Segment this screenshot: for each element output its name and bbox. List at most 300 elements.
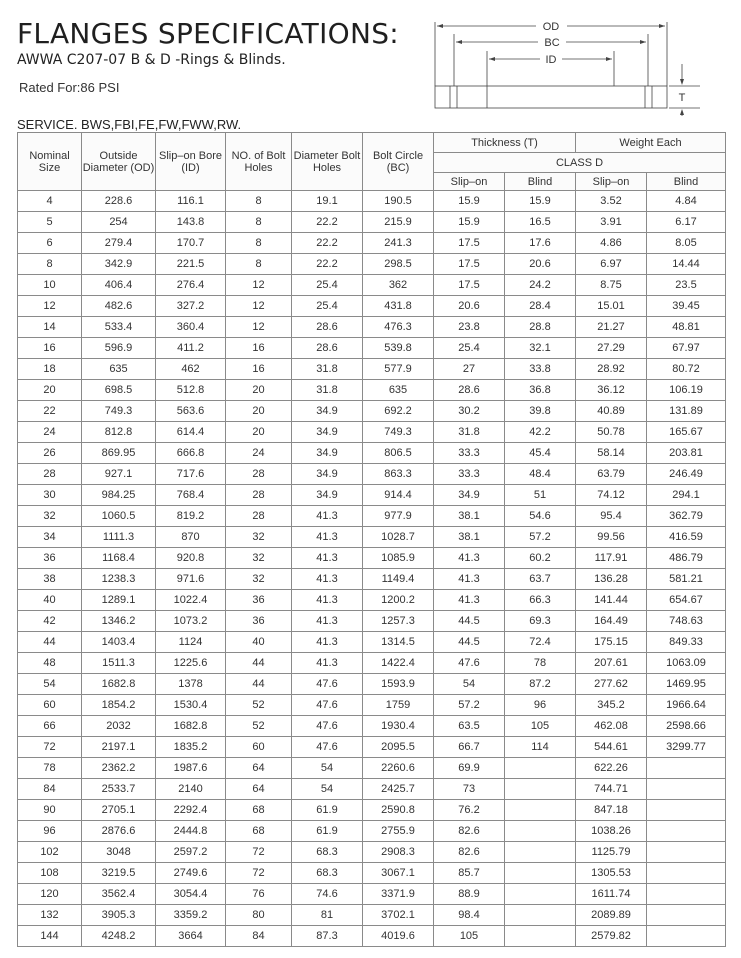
table-cell: 1022.4 bbox=[156, 590, 226, 611]
table-cell: 277.62 bbox=[576, 674, 647, 695]
table-cell: 635 bbox=[82, 359, 156, 380]
table-cell: 36 bbox=[18, 548, 82, 569]
table-cell: 3.52 bbox=[576, 191, 647, 212]
table-cell: 64 bbox=[226, 758, 292, 779]
table-cell: 47.6 bbox=[292, 674, 363, 695]
table-cell: 66 bbox=[18, 716, 82, 737]
table-cell: 1028.7 bbox=[363, 527, 434, 548]
table-cell: 41.3 bbox=[292, 527, 363, 548]
table-cell: 984.25 bbox=[82, 485, 156, 506]
t-label: T bbox=[678, 92, 686, 104]
flange-spec-table bbox=[17, 132, 726, 947]
table-cell: 2579.82 bbox=[576, 926, 647, 947]
table-cell: 44 bbox=[226, 653, 292, 674]
table-cell: 28 bbox=[226, 485, 292, 506]
table-cell: 47.6 bbox=[292, 695, 363, 716]
header-thickness: Thickness (T) bbox=[434, 133, 576, 153]
table-cell: 533.4 bbox=[82, 317, 156, 338]
table-cell: 84 bbox=[226, 926, 292, 947]
header-no-bolt-holes: NO. of Bolt Holes bbox=[226, 133, 292, 191]
table-cell: 1759 bbox=[363, 695, 434, 716]
flange-dimension-diagram bbox=[432, 16, 732, 116]
table-cell: 768.4 bbox=[156, 485, 226, 506]
table-cell: 15.9 bbox=[505, 191, 576, 212]
table-cell: 10 bbox=[18, 275, 82, 296]
table-cell: 2876.6 bbox=[82, 821, 156, 842]
table-cell: 39.45 bbox=[647, 296, 726, 317]
table-row bbox=[18, 422, 726, 443]
table-cell: 1682.8 bbox=[82, 674, 156, 695]
table-cell: 362.79 bbox=[647, 506, 726, 527]
table-cell: 23.8 bbox=[434, 317, 505, 338]
table-cell: 2908.3 bbox=[363, 842, 434, 863]
table-cell: 1987.6 bbox=[156, 758, 226, 779]
table-cell: 61.9 bbox=[292, 800, 363, 821]
table-row bbox=[18, 758, 726, 779]
table-cell: 1403.4 bbox=[82, 632, 156, 653]
table-cell: 52 bbox=[226, 695, 292, 716]
table-cell: 2089.89 bbox=[576, 905, 647, 926]
table-cell: 2362.2 bbox=[82, 758, 156, 779]
table-cell: 68 bbox=[226, 800, 292, 821]
table-row bbox=[18, 842, 726, 863]
table-cell: 144 bbox=[18, 926, 82, 947]
table-cell: 8 bbox=[226, 233, 292, 254]
table-cell: 54 bbox=[292, 758, 363, 779]
table-cell: 44 bbox=[226, 674, 292, 695]
table-cell: 1930.4 bbox=[363, 716, 434, 737]
table-cell: 61.9 bbox=[292, 821, 363, 842]
table-cell: 577.9 bbox=[363, 359, 434, 380]
table-cell: 342.9 bbox=[82, 254, 156, 275]
table-cell: 20 bbox=[226, 401, 292, 422]
table-cell: 4019.6 bbox=[363, 926, 434, 947]
table-cell: 30 bbox=[18, 485, 82, 506]
table-cell: 17.5 bbox=[434, 275, 505, 296]
table-cell: 298.5 bbox=[363, 254, 434, 275]
table-cell: 215.9 bbox=[363, 212, 434, 233]
table-row bbox=[18, 821, 726, 842]
table-cell: 52 bbox=[226, 716, 292, 737]
table-cell: 563.6 bbox=[156, 401, 226, 422]
table-cell: 64 bbox=[226, 779, 292, 800]
table-cell: 20 bbox=[226, 422, 292, 443]
table-cell: 17.6 bbox=[505, 233, 576, 254]
table-cell: 105 bbox=[434, 926, 505, 947]
table-cell: 16 bbox=[18, 338, 82, 359]
table-cell: 14.44 bbox=[647, 254, 726, 275]
table-cell: 8 bbox=[18, 254, 82, 275]
table-cell: 51 bbox=[505, 485, 576, 506]
flange-profile bbox=[435, 86, 667, 108]
table-cell: 34.9 bbox=[292, 443, 363, 464]
table-cell: 41.3 bbox=[292, 569, 363, 590]
table-cell: 20 bbox=[18, 380, 82, 401]
table-cell: 32 bbox=[226, 548, 292, 569]
table-cell: 27 bbox=[434, 359, 505, 380]
table-cell: 76.2 bbox=[434, 800, 505, 821]
table-cell: 276.4 bbox=[156, 275, 226, 296]
table-row bbox=[18, 611, 726, 632]
table-cell: 3048 bbox=[82, 842, 156, 863]
table-cell: 41.3 bbox=[434, 590, 505, 611]
table-cell: 749.3 bbox=[82, 401, 156, 422]
table-cell: 26 bbox=[18, 443, 82, 464]
table-cell: 36.12 bbox=[576, 380, 647, 401]
table-cell: 22.2 bbox=[292, 212, 363, 233]
table-cell: 1854.2 bbox=[82, 695, 156, 716]
table-row bbox=[18, 905, 726, 926]
table-cell: 2444.8 bbox=[156, 821, 226, 842]
table-cell: 1060.5 bbox=[82, 506, 156, 527]
table-cell: 1511.3 bbox=[82, 653, 156, 674]
table-row bbox=[18, 863, 726, 884]
table-cell: 12 bbox=[226, 317, 292, 338]
table-cell: 1063.09 bbox=[647, 653, 726, 674]
table-cell: 18 bbox=[18, 359, 82, 380]
table-cell: 165.67 bbox=[647, 422, 726, 443]
table-cell: 40 bbox=[226, 632, 292, 653]
table-cell: 482.6 bbox=[82, 296, 156, 317]
table-cell: 78 bbox=[505, 653, 576, 674]
table-cell: 82.6 bbox=[434, 842, 505, 863]
table-cell: 3905.3 bbox=[82, 905, 156, 926]
table-row bbox=[18, 527, 726, 548]
table-cell: 22 bbox=[18, 401, 82, 422]
table-cell: 2597.2 bbox=[156, 842, 226, 863]
table-cell: 847.18 bbox=[576, 800, 647, 821]
table-row bbox=[18, 800, 726, 821]
table-cell: 36 bbox=[226, 590, 292, 611]
service-label: SERVICE. BWS,FBI,FE,FW,FWW,RW. bbox=[17, 117, 242, 132]
header-thickness-blind: Blind bbox=[505, 173, 576, 191]
header-weight-slip-on: Slip–on bbox=[576, 173, 647, 191]
table-cell: 31.8 bbox=[292, 380, 363, 401]
table-row bbox=[18, 506, 726, 527]
table-cell: 66.3 bbox=[505, 590, 576, 611]
table-cell: 31.8 bbox=[434, 422, 505, 443]
table-cell: 120 bbox=[18, 884, 82, 905]
table-cell: 279.4 bbox=[82, 233, 156, 254]
table-cell: 106.19 bbox=[647, 380, 726, 401]
table-row bbox=[18, 779, 726, 800]
table-cell: 221.5 bbox=[156, 254, 226, 275]
table-cell: 23.5 bbox=[647, 275, 726, 296]
table-cell: 74.12 bbox=[576, 485, 647, 506]
table-cell: 38 bbox=[18, 569, 82, 590]
table-cell: 57.2 bbox=[505, 527, 576, 548]
table-cell: 544.61 bbox=[576, 737, 647, 758]
table-cell: 47.6 bbox=[292, 716, 363, 737]
table-cell: 57.2 bbox=[434, 695, 505, 716]
table-cell: 254 bbox=[82, 212, 156, 233]
table-cell: 416.59 bbox=[647, 527, 726, 548]
table-cell: 749.3 bbox=[363, 422, 434, 443]
table-cell: 411.2 bbox=[156, 338, 226, 359]
table-cell: 6.97 bbox=[576, 254, 647, 275]
table-cell: 1289.1 bbox=[82, 590, 156, 611]
table-cell: 1124 bbox=[156, 632, 226, 653]
table-cell: 476.3 bbox=[363, 317, 434, 338]
table-cell: 58.14 bbox=[576, 443, 647, 464]
table-cell: 76 bbox=[226, 884, 292, 905]
table-cell: 2292.4 bbox=[156, 800, 226, 821]
table-cell: 4 bbox=[18, 191, 82, 212]
table-cell: 95.4 bbox=[576, 506, 647, 527]
table-cell: 36.8 bbox=[505, 380, 576, 401]
table-cell: 1966.64 bbox=[647, 695, 726, 716]
table-cell: 96 bbox=[505, 695, 576, 716]
table-cell: 50.78 bbox=[576, 422, 647, 443]
table-cell: 81 bbox=[292, 905, 363, 926]
table-cell: 16 bbox=[226, 338, 292, 359]
table-cell: 971.6 bbox=[156, 569, 226, 590]
table-cell: 63.5 bbox=[434, 716, 505, 737]
table-cell: 41.3 bbox=[292, 548, 363, 569]
table-cell: 25.4 bbox=[292, 296, 363, 317]
header-bolt-circle: Bolt Circle (BC) bbox=[363, 133, 434, 191]
table-row bbox=[18, 275, 726, 296]
table-row bbox=[18, 317, 726, 338]
table-cell: 2425.7 bbox=[363, 779, 434, 800]
table-cell: 1125.79 bbox=[576, 842, 647, 863]
table-cell: 54 bbox=[434, 674, 505, 695]
table-cell: 73 bbox=[434, 779, 505, 800]
table-cell: 3562.4 bbox=[82, 884, 156, 905]
table-cell: 22.2 bbox=[292, 254, 363, 275]
table-cell bbox=[505, 800, 576, 821]
table-cell: 48.4 bbox=[505, 464, 576, 485]
table-cell: 28 bbox=[18, 464, 82, 485]
header-class-d: CLASS D bbox=[434, 153, 726, 173]
table-cell: 1149.4 bbox=[363, 569, 434, 590]
table-cell: 5 bbox=[18, 212, 82, 233]
table-cell bbox=[505, 863, 576, 884]
table-cell: 69.9 bbox=[434, 758, 505, 779]
header-weight-each: Weight Each bbox=[576, 133, 726, 153]
table-cell: 406.4 bbox=[82, 275, 156, 296]
table-cell: 8 bbox=[226, 191, 292, 212]
table-cell: 1200.2 bbox=[363, 590, 434, 611]
table-cell bbox=[647, 821, 726, 842]
table-cell: 3702.1 bbox=[363, 905, 434, 926]
table-cell: 96 bbox=[18, 821, 82, 842]
table-cell: 19.1 bbox=[292, 191, 363, 212]
table-cell: 15.9 bbox=[434, 191, 505, 212]
table-cell: 1469.95 bbox=[647, 674, 726, 695]
table-cell: 1257.3 bbox=[363, 611, 434, 632]
table-cell: 44.5 bbox=[434, 632, 505, 653]
table-cell: 72.4 bbox=[505, 632, 576, 653]
table-cell: 581.21 bbox=[647, 569, 726, 590]
table-cell: 63.79 bbox=[576, 464, 647, 485]
table-cell: 27.29 bbox=[576, 338, 647, 359]
table-cell: 68.3 bbox=[292, 863, 363, 884]
table-cell: 32 bbox=[226, 527, 292, 548]
table-cell: 1085.9 bbox=[363, 548, 434, 569]
table-cell bbox=[505, 821, 576, 842]
table-cell: 362 bbox=[363, 275, 434, 296]
table-cell: 360.4 bbox=[156, 317, 226, 338]
table-cell: 48.81 bbox=[647, 317, 726, 338]
header-slip-on-bore: Slip–on Bore (ID) bbox=[156, 133, 226, 191]
table-cell: 41.3 bbox=[292, 632, 363, 653]
table-cell: 4248.2 bbox=[82, 926, 156, 947]
table-cell: 41.3 bbox=[292, 506, 363, 527]
table-cell bbox=[647, 800, 726, 821]
table-cell: 4.84 bbox=[647, 191, 726, 212]
table-cell: 102 bbox=[18, 842, 82, 863]
table-cell: 20.6 bbox=[505, 254, 576, 275]
table-cell: 849.33 bbox=[647, 632, 726, 653]
table-cell bbox=[647, 926, 726, 947]
table-cell: 38.1 bbox=[434, 506, 505, 527]
table-cell: 48 bbox=[18, 653, 82, 674]
table-row bbox=[18, 296, 726, 317]
table-cell: 228.6 bbox=[82, 191, 156, 212]
table-cell: 60.2 bbox=[505, 548, 576, 569]
page-title: FLANGES SPECIFICATIONS: bbox=[17, 17, 400, 50]
table-row bbox=[18, 233, 726, 254]
table-cell: 748.63 bbox=[647, 611, 726, 632]
table-cell: 114 bbox=[505, 737, 576, 758]
table-cell: 90 bbox=[18, 800, 82, 821]
table-row bbox=[18, 338, 726, 359]
table-cell bbox=[647, 779, 726, 800]
table-cell: 3.91 bbox=[576, 212, 647, 233]
table-cell: 744.71 bbox=[576, 779, 647, 800]
table-cell: 1038.26 bbox=[576, 821, 647, 842]
table-cell: 34.9 bbox=[292, 464, 363, 485]
table-cell: 654.67 bbox=[647, 590, 726, 611]
table-cell: 32 bbox=[226, 569, 292, 590]
table-cell: 512.8 bbox=[156, 380, 226, 401]
table-cell: 4.86 bbox=[576, 233, 647, 254]
table-cell: 15.9 bbox=[434, 212, 505, 233]
table-cell: 190.5 bbox=[363, 191, 434, 212]
bc-label: BC bbox=[544, 37, 560, 49]
table-cell: 34.9 bbox=[434, 485, 505, 506]
table-cell: 67.97 bbox=[647, 338, 726, 359]
table-cell: 117.91 bbox=[576, 548, 647, 569]
table-cell: 246.49 bbox=[647, 464, 726, 485]
table-row bbox=[18, 212, 726, 233]
table-cell: 34.9 bbox=[292, 485, 363, 506]
table-cell bbox=[505, 842, 576, 863]
od-label: OD bbox=[542, 21, 560, 33]
table-cell: 25.4 bbox=[292, 275, 363, 296]
table-cell: 14 bbox=[18, 317, 82, 338]
table-cell: 69.3 bbox=[505, 611, 576, 632]
table-cell: 8.05 bbox=[647, 233, 726, 254]
table-cell: 6.17 bbox=[647, 212, 726, 233]
table-cell: 345.2 bbox=[576, 695, 647, 716]
table-cell: 431.8 bbox=[363, 296, 434, 317]
table-cell: 1346.2 bbox=[82, 611, 156, 632]
table-cell: 72 bbox=[226, 842, 292, 863]
table-cell: 41.3 bbox=[292, 590, 363, 611]
table-row bbox=[18, 737, 726, 758]
table-cell bbox=[647, 863, 726, 884]
table-row bbox=[18, 485, 726, 506]
table-cell: 141.44 bbox=[576, 590, 647, 611]
table-row bbox=[18, 191, 726, 212]
table-row bbox=[18, 548, 726, 569]
table-row bbox=[18, 674, 726, 695]
table-cell: 78 bbox=[18, 758, 82, 779]
table-cell: 920.8 bbox=[156, 548, 226, 569]
table-cell: 1111.3 bbox=[82, 527, 156, 548]
table-cell: 28.92 bbox=[576, 359, 647, 380]
table-cell: 698.5 bbox=[82, 380, 156, 401]
table-cell: 54 bbox=[292, 779, 363, 800]
table-cell: 45.4 bbox=[505, 443, 576, 464]
table-cell: 108 bbox=[18, 863, 82, 884]
table-cell: 3219.5 bbox=[82, 863, 156, 884]
table-cell: 1530.4 bbox=[156, 695, 226, 716]
table-cell: 85.7 bbox=[434, 863, 505, 884]
table-cell: 32.1 bbox=[505, 338, 576, 359]
table-row bbox=[18, 464, 726, 485]
table-cell: 666.8 bbox=[156, 443, 226, 464]
table-cell bbox=[505, 758, 576, 779]
table-cell: 2533.7 bbox=[82, 779, 156, 800]
table-cell: 21.27 bbox=[576, 317, 647, 338]
table-row bbox=[18, 401, 726, 422]
table-cell: 17.5 bbox=[434, 233, 505, 254]
header-diameter-bolt-holes: Diameter Bolt Holes bbox=[292, 133, 363, 191]
table-row bbox=[18, 884, 726, 905]
table-cell: 203.81 bbox=[647, 443, 726, 464]
table-cell: 1305.53 bbox=[576, 863, 647, 884]
table-cell: 34.9 bbox=[292, 401, 363, 422]
table-cell: 2705.1 bbox=[82, 800, 156, 821]
table-cell: 38.1 bbox=[434, 527, 505, 548]
table-cell: 2260.6 bbox=[363, 758, 434, 779]
table-cell: 28.6 bbox=[292, 338, 363, 359]
table-cell: 914.4 bbox=[363, 485, 434, 506]
table-cell bbox=[505, 779, 576, 800]
table-cell: 28.6 bbox=[292, 317, 363, 338]
table-cell: 927.1 bbox=[82, 464, 156, 485]
table-cell: 143.8 bbox=[156, 212, 226, 233]
table-row bbox=[18, 359, 726, 380]
header-thickness-slip-on: Slip–on bbox=[434, 173, 505, 191]
table-cell: 2095.5 bbox=[363, 737, 434, 758]
table-cell: 33.3 bbox=[434, 443, 505, 464]
table-cell: 28.6 bbox=[434, 380, 505, 401]
table-cell: 8 bbox=[226, 212, 292, 233]
table-cell: 2197.1 bbox=[82, 737, 156, 758]
table-cell: 806.5 bbox=[363, 443, 434, 464]
table-cell bbox=[505, 905, 576, 926]
table-cell: 327.2 bbox=[156, 296, 226, 317]
table-cell: 66.7 bbox=[434, 737, 505, 758]
table-cell: 6 bbox=[18, 233, 82, 254]
table-cell: 486.79 bbox=[647, 548, 726, 569]
table-cell: 2590.8 bbox=[363, 800, 434, 821]
table-row bbox=[18, 443, 726, 464]
table-cell: 98.4 bbox=[434, 905, 505, 926]
table-cell: 1238.3 bbox=[82, 569, 156, 590]
rated-for-label: Rated For:86 PSI bbox=[19, 80, 120, 95]
table-cell bbox=[647, 842, 726, 863]
table-row bbox=[18, 380, 726, 401]
table-cell: 1422.4 bbox=[363, 653, 434, 674]
table-cell: 54.6 bbox=[505, 506, 576, 527]
table-cell: 2749.6 bbox=[156, 863, 226, 884]
table-cell: 8.75 bbox=[576, 275, 647, 296]
